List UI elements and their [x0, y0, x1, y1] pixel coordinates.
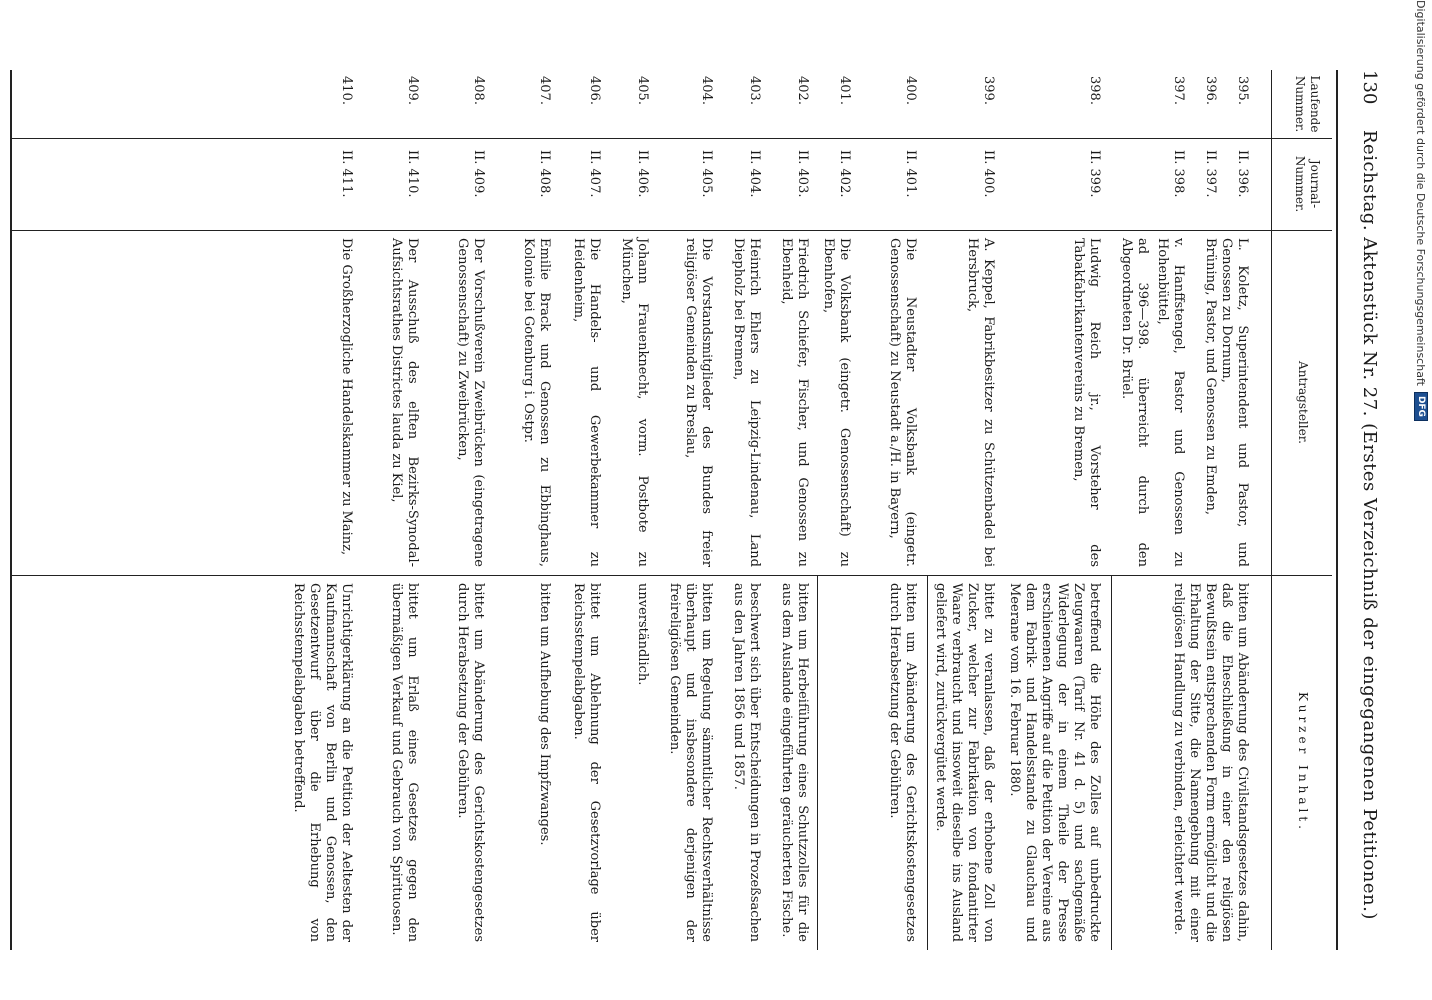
petitioner: Der Ausschuß des elften Bezirks-Synodal-Aufsichtsrathes Districtes lauda zu Kiel,: [389, 238, 420, 567]
row-number: 408.: [471, 76, 486, 105]
row-number: 397.: [1171, 76, 1186, 105]
journal-number: II. 409.: [471, 150, 486, 198]
journal-number: II. 403.: [795, 150, 810, 198]
journal-number: II. 399.: [1087, 150, 1102, 198]
row-number: 402.: [795, 76, 810, 105]
petitioner: Heinrich Ehlers zu Leipzig-Lindenau, Land Diepholz bei Bremen,: [731, 238, 762, 567]
col-header-inhalt: Kurzer Inhalt.: [1296, 692, 1310, 833]
row-number: 410.: [339, 76, 354, 105]
table-row: [1202, 70, 1218, 950]
petitioner: Johann Frauenknecht, vorm. Postbote zu München,: [619, 238, 650, 567]
petitioner: Die Vorstandsmitglieder des Bundes freier religiöser Gemeinden zu Breslau,: [683, 238, 714, 567]
petitioner: Der Vorschußverein Zweibrücken (eingetragene Genossenschaft) zu Zweibrücken,: [455, 238, 486, 567]
summary: bitten um Regelung sämmtlicher Rechtsverhältnisse überhaupt und insbesondere derjenigen der freireligiösen Gemeinden.: [667, 583, 714, 942]
petitioner: v. Hanffstengel, Pastor und Genossen zu Hohenbüttel,: [1155, 238, 1186, 567]
summary: betreffend die Höhe des Zolles auf unbedruckte Zeugwaaren (Tarif Nr. 41 d. 5) und sachgemäße Widerlegung der in einem Theile der Presse erschienenen Angriffe auf die Petition der Vereine aus dem Fabrik- und Handelsstande zu Glauchau und Meerane vom 16. Februar 1880.: [1007, 583, 1102, 942]
petitioner: Friedrich Schiefer, Fischer, und Genossen zu Ebenheid,: [779, 238, 810, 567]
summary: beschwert sich über Entscheidungen in Prozeßsachen aus den Jahren 1856 und 1857.: [731, 583, 762, 942]
row-number: 398.: [1087, 76, 1102, 105]
summary: bittet um Ablehnung der Gesetzvorlage über Reichsstempelabgaben.: [571, 583, 602, 942]
summary: bitten um Herbeiführung eines Schutzzolles für die aus dem Auslande eingeführten geräucherten Fische.: [779, 583, 810, 942]
summary: [820, 575, 852, 950]
digitization-note: Digitalisierung gefördert durch die Deutsche Forschungsgemeinschaft: [1414, 0, 1428, 386]
petitioner: Die Großherzogliche Handelskammer zu Mainz,: [339, 238, 354, 556]
running-title: Reichstag. Aktenstück Nr. 27. (Erstes Verzeichniß der eingegangenen Petitionen.): [1359, 130, 1380, 920]
row-number: 401.: [837, 76, 852, 105]
summary: bittet um Erlaß eines Gesetzes gegen den übermäßigen Verkauf und Gebrauch von Spirituosen.: [389, 583, 420, 942]
table-row: [730, 70, 762, 950]
table-row: [290, 70, 354, 950]
row-number: 407.: [537, 76, 552, 105]
table-row: [666, 70, 714, 950]
summary: [1118, 575, 1150, 950]
petitioner: ad 396—398. überreicht durch den Abgeordneten Dr. Brüel.: [1119, 238, 1150, 567]
table-row: [1118, 70, 1150, 950]
journal-number: II. 398.: [1171, 150, 1186, 198]
entry-separator: [927, 575, 928, 950]
journal-number: II. 407.: [587, 150, 602, 198]
summary: bittet um Abänderung des Gerichtskostengesetzes durch Herabsetzung der Gebühren.: [455, 583, 486, 942]
table-row: [618, 70, 650, 950]
petitioner: Die Neustadter Volksbank (eingetr. Genossenschaft) zu Neustadt a./H. in Bayern,: [887, 238, 918, 567]
journal-number: II. 397.: [1203, 150, 1218, 198]
row-number: 400.: [903, 76, 918, 105]
top-rule: [1336, 70, 1338, 950]
row-number: 405.: [635, 76, 650, 105]
table-row: [1006, 70, 1102, 950]
petitioner: Ludwig Reich jr., Vorsteher des Tabakfabrikantenvereins zu Bremen,: [1071, 238, 1102, 567]
header-rule: [1271, 70, 1272, 950]
table-row: [1154, 70, 1186, 950]
summary: [1202, 575, 1218, 950]
petitioner: Brüning, Pastor, und Genossen zu Emden,: [1203, 238, 1218, 516]
journal-number: II. 402.: [837, 150, 852, 198]
entry-separator: [817, 575, 818, 950]
journal-number: II. 408.: [537, 150, 552, 198]
table-row: [778, 70, 810, 950]
row-number: 409.: [405, 76, 420, 105]
col-header-antragsteller: Antragsteller.: [1296, 361, 1310, 444]
journal-number: II. 396.: [1235, 150, 1250, 198]
table-row: [454, 70, 486, 950]
journal-number: II. 411.: [339, 150, 354, 198]
journal-number: II. 410.: [405, 150, 420, 198]
petitioner: Die Handels- und Gewerbekammer zu Heidenheim,: [571, 238, 602, 567]
petitioner: A. Keppel, Fabrikbesitzer zu Schützenbadel bei Hersbruck,: [965, 238, 996, 567]
row-number: 399.: [981, 76, 996, 105]
summary: bittet zu veranlassen, daß der erhobene Zoll von Zucker, welcher zur Fabrikation von fondantirter Waare verbraucht und insoweit dieselbe ins Ausland geliefert wird, zurückvergütet werde.: [933, 583, 996, 942]
summary: [1154, 575, 1186, 950]
page-number: 130: [1359, 70, 1380, 105]
journal-number: II. 400.: [981, 150, 996, 198]
running-header: [1350, 70, 1380, 950]
table-row: [932, 70, 996, 950]
row-number: 396.: [1203, 76, 1218, 105]
row-number: 403.: [747, 76, 762, 105]
journal-number: II. 401.: [903, 150, 918, 198]
entry-separator: [1111, 575, 1112, 950]
summary: Unrichtigerklärung an die Petition der Aeltesten der Kaufmannschaft von Berlin und Genossen, den Gesetzentwurf über die Erhebung von Reichsstempelabgaben betreffend.: [291, 583, 354, 942]
petitioner: L. Koletz, Superintendent und Pastor, und Genossen zu Dornum,: [1219, 238, 1250, 567]
table-row: [570, 70, 602, 950]
journal-number: II. 405.: [699, 150, 714, 198]
journal-number: [1118, 138, 1150, 230]
row-number: 404.: [699, 76, 714, 105]
table-row: [520, 70, 552, 950]
table-row: [820, 70, 852, 950]
petitioner: Die Volksbank (eingetr. Genossenschaft) zu Ebenhofen,: [821, 238, 852, 567]
table-row: [886, 70, 918, 950]
summary: unverständlich.: [635, 583, 650, 686]
summary: bitten um Abänderung des Gerichtskostengesetzes durch Herabsetzung der Gebühren.: [887, 583, 918, 942]
petitioner: Emilie Brack und Genossen zu Ebbinghaus, Kolonie bei Gotenburg i. Ostpr.: [521, 238, 552, 567]
col-header-laufende: Laufende Nummer.: [1293, 75, 1322, 133]
row-number: 406.: [587, 76, 602, 105]
dfg-logo: DFG: [1414, 392, 1428, 421]
journal-number: II. 406.: [635, 150, 650, 198]
table-row: [388, 70, 420, 950]
footer-strip: [1410, 0, 1432, 1000]
summary: bitten um Abänderung des Civilstandsgesetzes dahin, daß die Eheschließung in einer den religiösen Bewußtsein entsprechenden Form ermöglicht und die Erhaltung der Sitte, die Namengebung mit einer religiösen Handlung zu verbinden, erleichtert werde.: [1171, 583, 1250, 942]
bottom-rule: [10, 70, 12, 950]
row-number: [1118, 70, 1150, 138]
col-header-journal: Journal-Nummer.: [1293, 155, 1322, 213]
row-number: 395.: [1235, 76, 1250, 105]
summary: bitten um Aufhebung des Impfzwanges.: [537, 583, 552, 846]
journal-number: II. 404.: [747, 150, 762, 198]
